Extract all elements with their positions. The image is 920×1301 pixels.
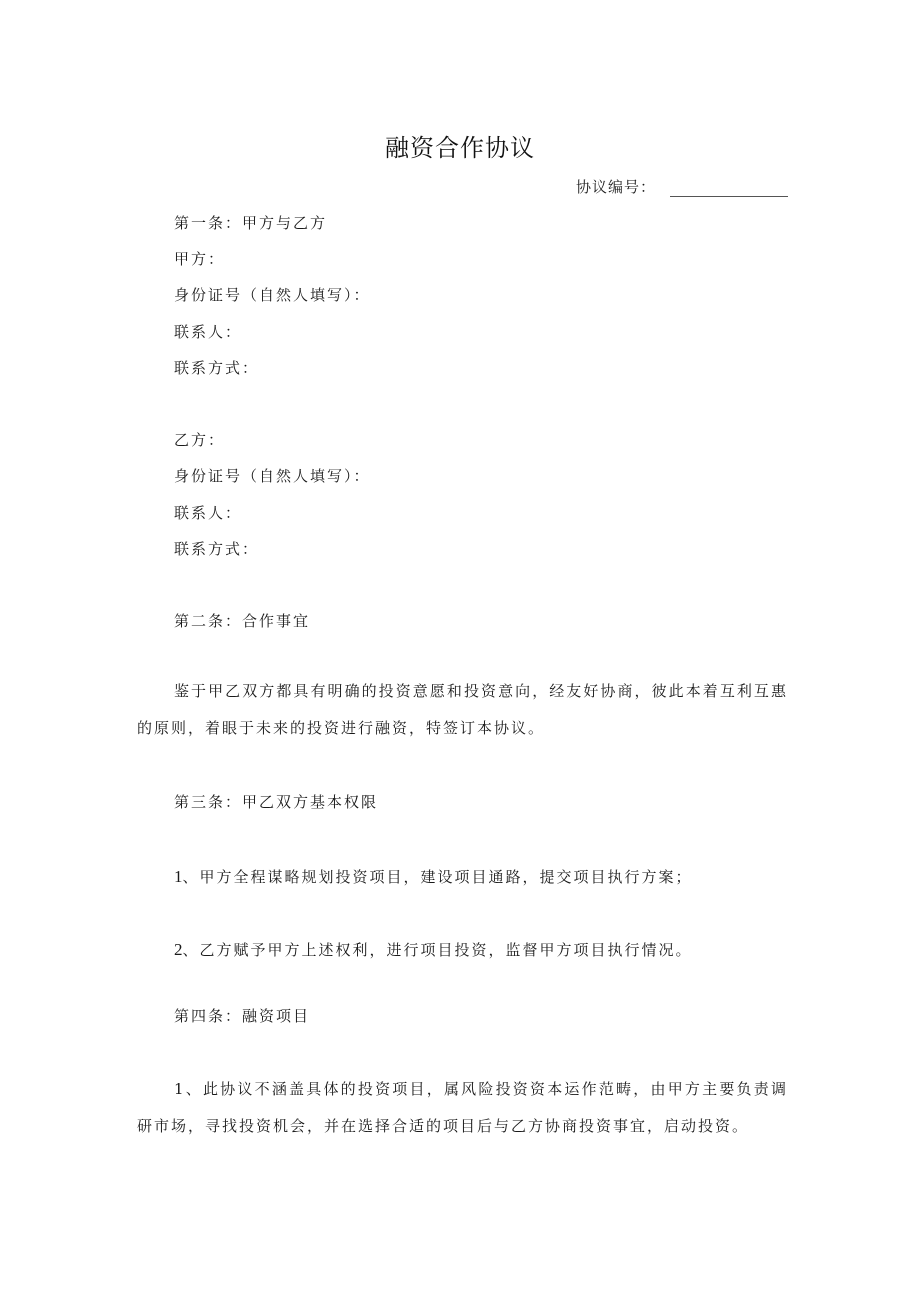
party-b-id-label: 身份证号（自然人填写）：	[174, 467, 371, 485]
party-a-contact-person: 联系人：	[174, 323, 243, 341]
party-b-contact-person: 联系人：	[174, 504, 243, 522]
article-4-heading: 第四条：融资项目	[174, 1007, 311, 1025]
article-3-heading: 第三条：甲乙双方基本权限	[174, 793, 379, 811]
party-a-contact-method: 联系方式：	[174, 359, 260, 377]
article-3-item-1-text: 、甲方全程谋略规划投资项目，建设项目通路，提交项目执行方案；	[182, 868, 693, 886]
article-4-item-1: 1、此协议不涵盖具体的投资项目，属风险投资资本运作范畴，由甲方主要负责调研市场，寻找投资机会，并在选择合适的项目后与乙方协商投资事宜，启动投资。	[137, 1080, 788, 1135]
document-title: 融资合作协议	[385, 134, 535, 162]
agreement-number	[576, 176, 788, 197]
party-a-label: 甲方：	[174, 250, 226, 268]
party-b-contact-method: 联系方式：	[174, 540, 260, 558]
article-3-item-2-number: 2	[174, 940, 183, 959]
article-2-paragraph: 鉴于甲乙双方都具有明确的投资意愿和投资意向，经友好协商，彼此本着互利互惠的原则，着眼于未来的投资进行融资，特签订本协议。	[137, 682, 788, 737]
article-3-item-1	[174, 866, 693, 887]
agreement-number-blank-line	[670, 182, 788, 197]
article-1-heading: 第一条：甲方与乙方	[174, 214, 328, 232]
article-3-item-2-text: 、乙方赋予甲方上述权利，进行项目投资，监督甲方项目执行情况。	[182, 941, 693, 959]
article-3-item-2	[174, 939, 693, 960]
article-2-heading: 第二条：合作事宜	[174, 612, 311, 630]
party-b-label: 乙方：	[174, 431, 226, 449]
agreement-number-label: 协议编号：	[576, 178, 657, 196]
article-3-item-1-number: 1	[174, 867, 183, 886]
party-a-id-label: 身份证号（自然人填写）：	[174, 286, 371, 304]
